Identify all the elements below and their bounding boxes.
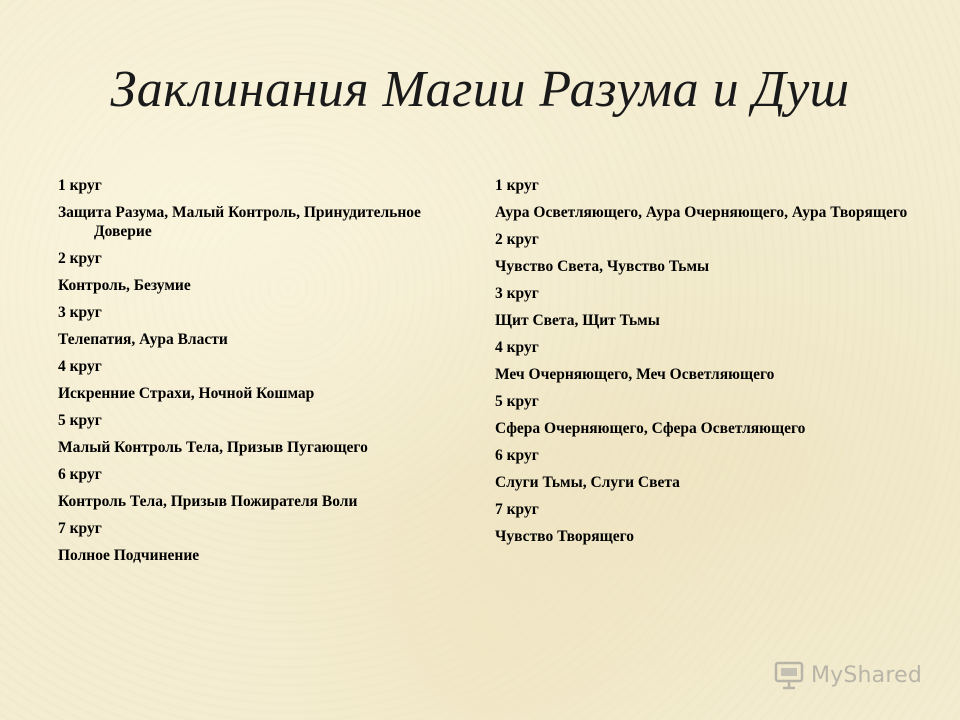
presentation-board-icon	[773, 660, 805, 690]
circle-label: 5 круг	[495, 393, 539, 410]
spell-list: Телепатия, Аура Власти	[58, 331, 228, 348]
slide-title: Заклинания Магии Разума и Душ	[110, 61, 850, 118]
circle-label: 7 круг	[495, 501, 539, 518]
circle-label: 1 круг	[495, 177, 539, 194]
circle-label: 2 круг	[58, 250, 102, 267]
spell-list: Полное Подчинение	[58, 547, 200, 564]
spell-list: Контроль Тела, Призыв Пожирателя Воли	[58, 493, 358, 510]
spell-list: Малый Контроль Тела, Призыв Пугающего	[58, 439, 368, 456]
spell-list: Аура Осветляющего, Аура Очерняющего, Аура Творящего	[495, 204, 908, 221]
spell-list: Чувство Света, Чувство Тьмы	[495, 258, 710, 275]
spell-list: Меч Очерняющего, Меч Осветляющего	[495, 366, 775, 383]
spell-list: Сфера Очерняющего, Сфера Осветляющего	[495, 420, 806, 437]
left-spell-column	[58, 176, 458, 573]
spell-list: Чувство Творящего	[495, 528, 635, 545]
circle-label: 5 круг	[58, 412, 102, 429]
circle-label: 3 круг	[495, 285, 539, 302]
circle-label: 3 круг	[58, 304, 102, 321]
circle-label: 2 круг	[495, 231, 539, 248]
circle-label: 6 круг	[495, 447, 539, 464]
circle-label: 7 круг	[58, 520, 102, 537]
circle-label: 1 круг	[58, 177, 102, 194]
spell-list: Щит Света, Щит Тьмы	[495, 312, 660, 329]
spell-list: Искренние Страхи, Ночной Кошмар	[58, 385, 315, 402]
circle-label: 4 круг	[495, 339, 539, 356]
circle-label: 6 круг	[58, 466, 102, 483]
spell-list: Защита Разума, Малый Контроль, Принудительное Доверие	[58, 204, 421, 240]
right-spell-column	[495, 176, 915, 554]
spell-list: Слуги Тьмы, Слуги Света	[495, 474, 680, 491]
myshared-watermark	[773, 660, 922, 690]
spell-list: Контроль, Безумие	[58, 277, 191, 294]
watermark-text: MyShared	[810, 662, 922, 688]
circle-label: 4 круг	[58, 358, 102, 375]
